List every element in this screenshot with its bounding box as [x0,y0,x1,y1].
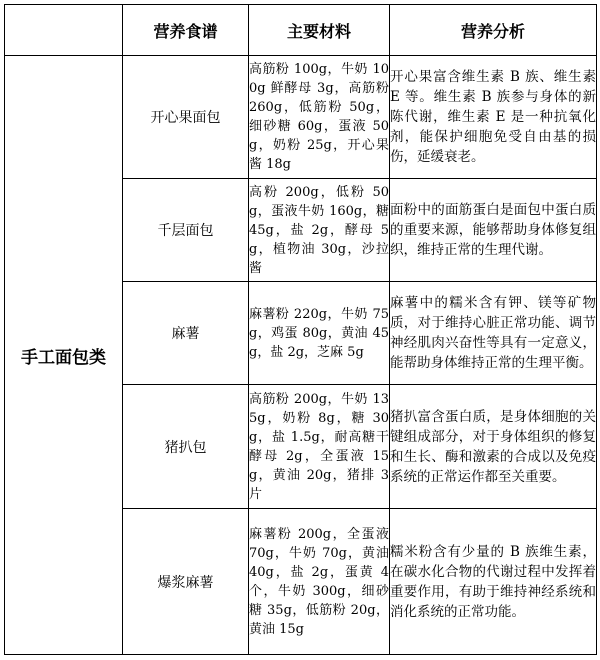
recipe-materials: 高筋粉 100g，牛奶 100g 鲜酵母 3g，高筋粉 260g，低筋粉 50g，细砂糖 60g，蛋液 50g，奶粉 25g，开心果酱 18g [249,56,390,179]
nutrition-recipe-table [4,4,597,655]
recipe-name: 猪扒包 [123,385,249,509]
header-blank [5,5,123,56]
header-recipe: 营养食谱 [123,5,249,56]
header-row [5,5,597,56]
recipe-materials: 麻薯粉 200g，全蛋液 70g，牛奶 70g，黄油 40g，盐 2g，蛋黄 4 个，牛奶 300g，细砂糖 35g，低筋粉 20g，黄油 15g [249,509,390,655]
recipe-analysis: 糯米粉含有少量的 B 族维生素，在碳水化合物的代谢过程中发挥着重要作用，有助于维持神经系统和消化系统的正常功能。 [390,509,597,655]
category-cell: 手工面包类 [5,56,123,655]
recipe-materials: 麻薯粉 220g，牛奶 75g，鸡蛋 80g，黄油 45g，盐 2g，芝麻 5g [249,282,390,385]
header-analysis: 营养分析 [390,5,597,56]
recipe-analysis: 开心果富含维生素 B 族、维生素 E 等。维生素 B 族参与身体的新陈代谢，维生素 E 是一种抗氧化剂，能保护细胞免受自由基的损伤，延缓衰老。 [390,56,597,179]
recipe-materials: 高筋粉 200g，牛奶 135g，奶粉 8g，糖 30g，盐 1.5g，耐高糖干酵母 2g，全蛋液 15g，黄油 20g，猪排 3 片 [249,385,390,509]
recipe-materials: 高粉 200g，低粉 50g，蛋液牛奶 160g，糖 45g，盐 2g，酵母 5g，植物油 30g，沙拉酱 [249,179,390,282]
recipe-analysis: 猪扒富含蛋白质，是身体细胞的关键组成部分，对于身体组织的修复和生长、酶和激素的合成以及免疫系统的正常运作都至关重要。 [390,385,597,509]
recipe-name: 麻薯 [123,282,249,385]
recipe-analysis: 面粉中的面筋蛋白是面包中蛋白质的重要来源，能够帮助身体修复组织，维持正常的生理代谢。 [390,179,597,282]
table-row [5,56,597,179]
recipe-name: 爆浆麻薯 [123,509,249,655]
recipe-analysis: 麻薯中的糯米含有钾、镁等矿物质，对于维持心脏正常功能、调节神经肌肉兴奋性等具有一定意义，能帮助身体维持正常的生理平衡。 [390,282,597,385]
header-materials: 主要材料 [249,5,390,56]
recipe-name: 千层面包 [123,179,249,282]
recipe-name: 开心果面包 [123,56,249,179]
